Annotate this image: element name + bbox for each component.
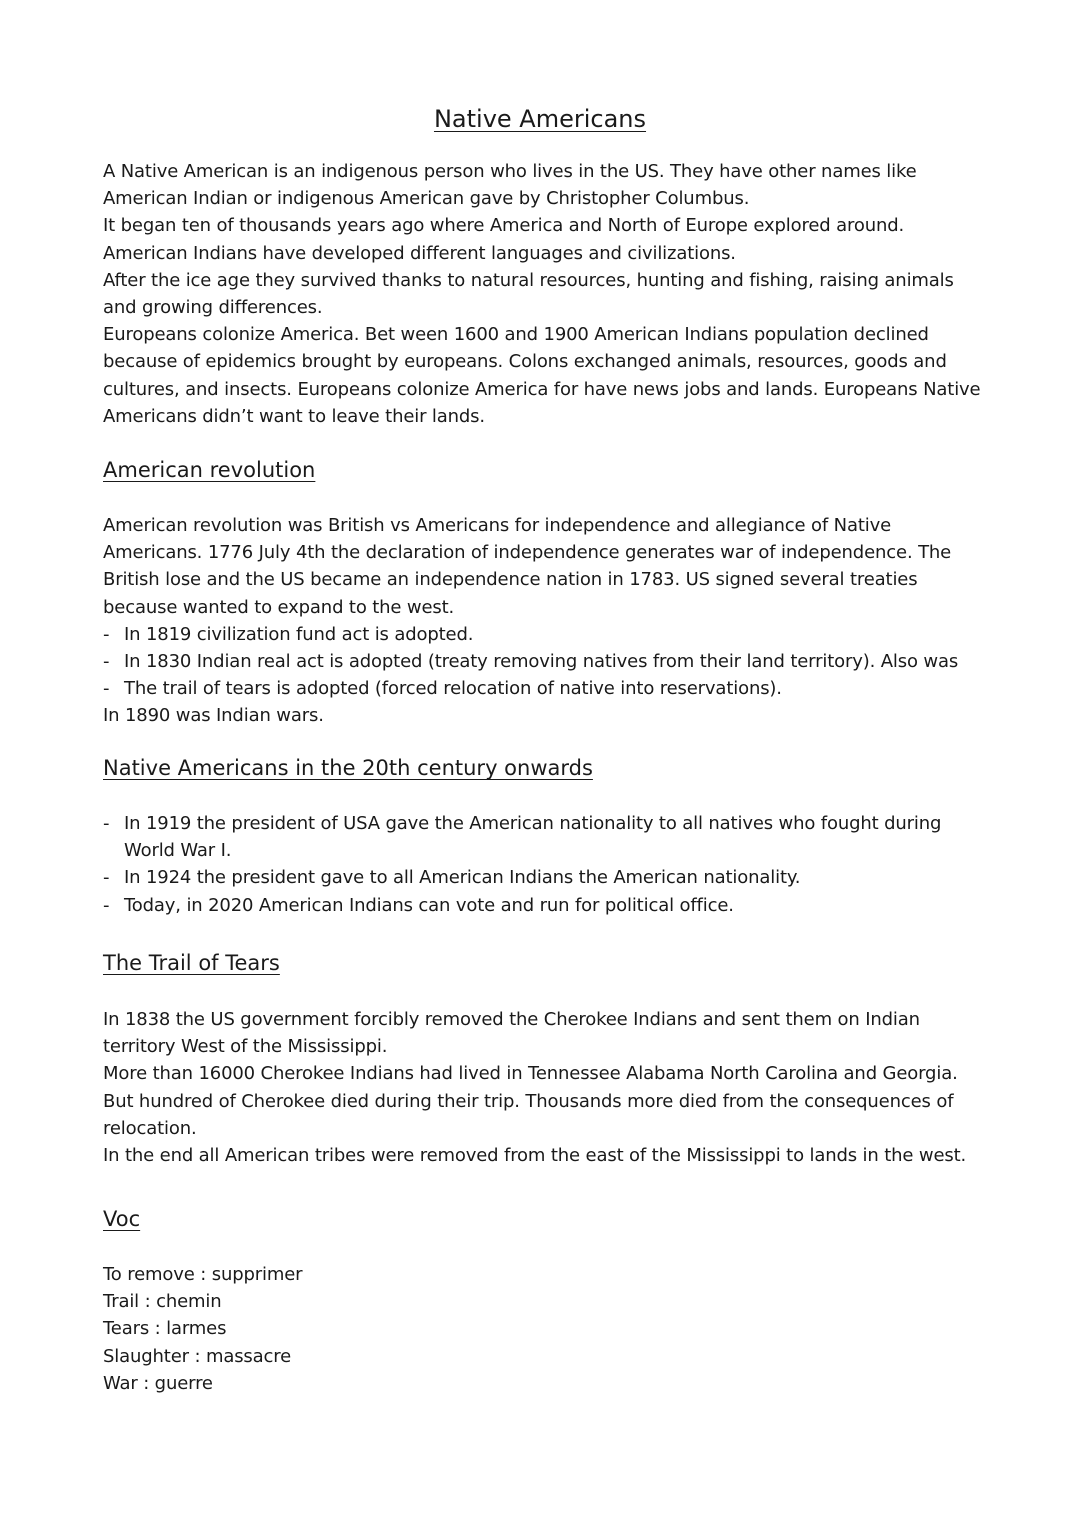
voc-entry: Slaughter : massacre — [103, 1345, 292, 1367]
section-heading-20th-century: Native Americans in the 20th century onwards — [103, 756, 593, 780]
century-section — [103, 810, 983, 919]
revolution-paragraph: American revolution was British vs Americans for independence and allegiance of Native Americans. 1776 July 4th the declaration of independence generates war of independence. The British lose and the US became an independence nation in 1783. US signed several treaties because wanted to expand to the west. — [103, 515, 952, 618]
trail-paragraph: In 1838 the US government forcibly removed the Cherokee Indians and sent them on Indian territory West of the Mississippi. — [103, 1009, 920, 1058]
voc-entry: To remove : supprimer — [103, 1264, 303, 1285]
voc-entry: War : guerre — [103, 1372, 213, 1394]
voc-entry: Trail : chemin — [103, 1291, 222, 1313]
revolution-list — [103, 621, 983, 703]
list-item: - The trail of tears is adopted (forced relocation of native into reservations). — [103, 675, 983, 702]
trail-paragraph: More than 16000 Cherokee Indians had lived in Tennessee Alabama North Carolina and Georgia. But hundred of Cherokee died during their trip. Thousands more died from the consequences of relocation. — [103, 1063, 958, 1139]
intro-paragraph: After the ice age they survived thanks to natural resources, hunting and fishing, raising animals and growing differences. — [103, 269, 954, 319]
intro-paragraph: Europeans colonize America. Bet ween 1600 and 1900 American Indians population declined because of epidemics brought by europeans. Colons exchanged animals, resources, goods and cultures, and insects. Europeans colonize America for have news jobs and lands. Europeans Native Americans didn’t want to leave their lands. — [103, 324, 981, 427]
section-heading-american-revolution: American revolution — [103, 458, 316, 482]
revolution-section — [103, 512, 983, 730]
intro-paragraph: A Native American is an indigenous person who lives in the US. They have other names like American Indian or indigenous American gave by Christopher Columbus. — [103, 161, 917, 210]
list-item: - In 1919 the president of USA gave the American nationality to all natives who fought during World War I. — [103, 810, 983, 864]
revolution-closing: In 1890 was Indian wars. — [103, 705, 324, 727]
intro-paragraph: It began ten of thousands years ago where America and North of Europe explored around. — [103, 215, 905, 237]
document-title: Native Americans — [433, 105, 647, 133]
list-item: - Today, in 2020 American Indians can vote and run for political office. — [103, 892, 983, 919]
trail-paragraph: In the end all American tribes were removed from the east of the Mississippi to lands in the west. — [103, 1145, 967, 1167]
section-heading-voc: Voc — [103, 1207, 141, 1231]
trail-section — [103, 1006, 983, 1169]
intro-paragraph: American Indians have developed different languages and civilizations. — [103, 242, 736, 264]
list-item: - In 1819 civilization fund act is adopted. — [103, 621, 983, 648]
list-item: - In 1830 Indian real act is adopted (treaty removing natives from their land territory). Also was — [103, 648, 983, 675]
intro-section — [103, 158, 983, 430]
voc-section — [103, 1261, 983, 1397]
century-list — [103, 810, 983, 919]
voc-entry: Tears : larmes — [103, 1318, 227, 1340]
list-item: - In 1924 the president gave to all American Indians the American nationality. — [103, 864, 983, 891]
section-heading-trail-of-tears: The Trail of Tears — [103, 951, 280, 975]
